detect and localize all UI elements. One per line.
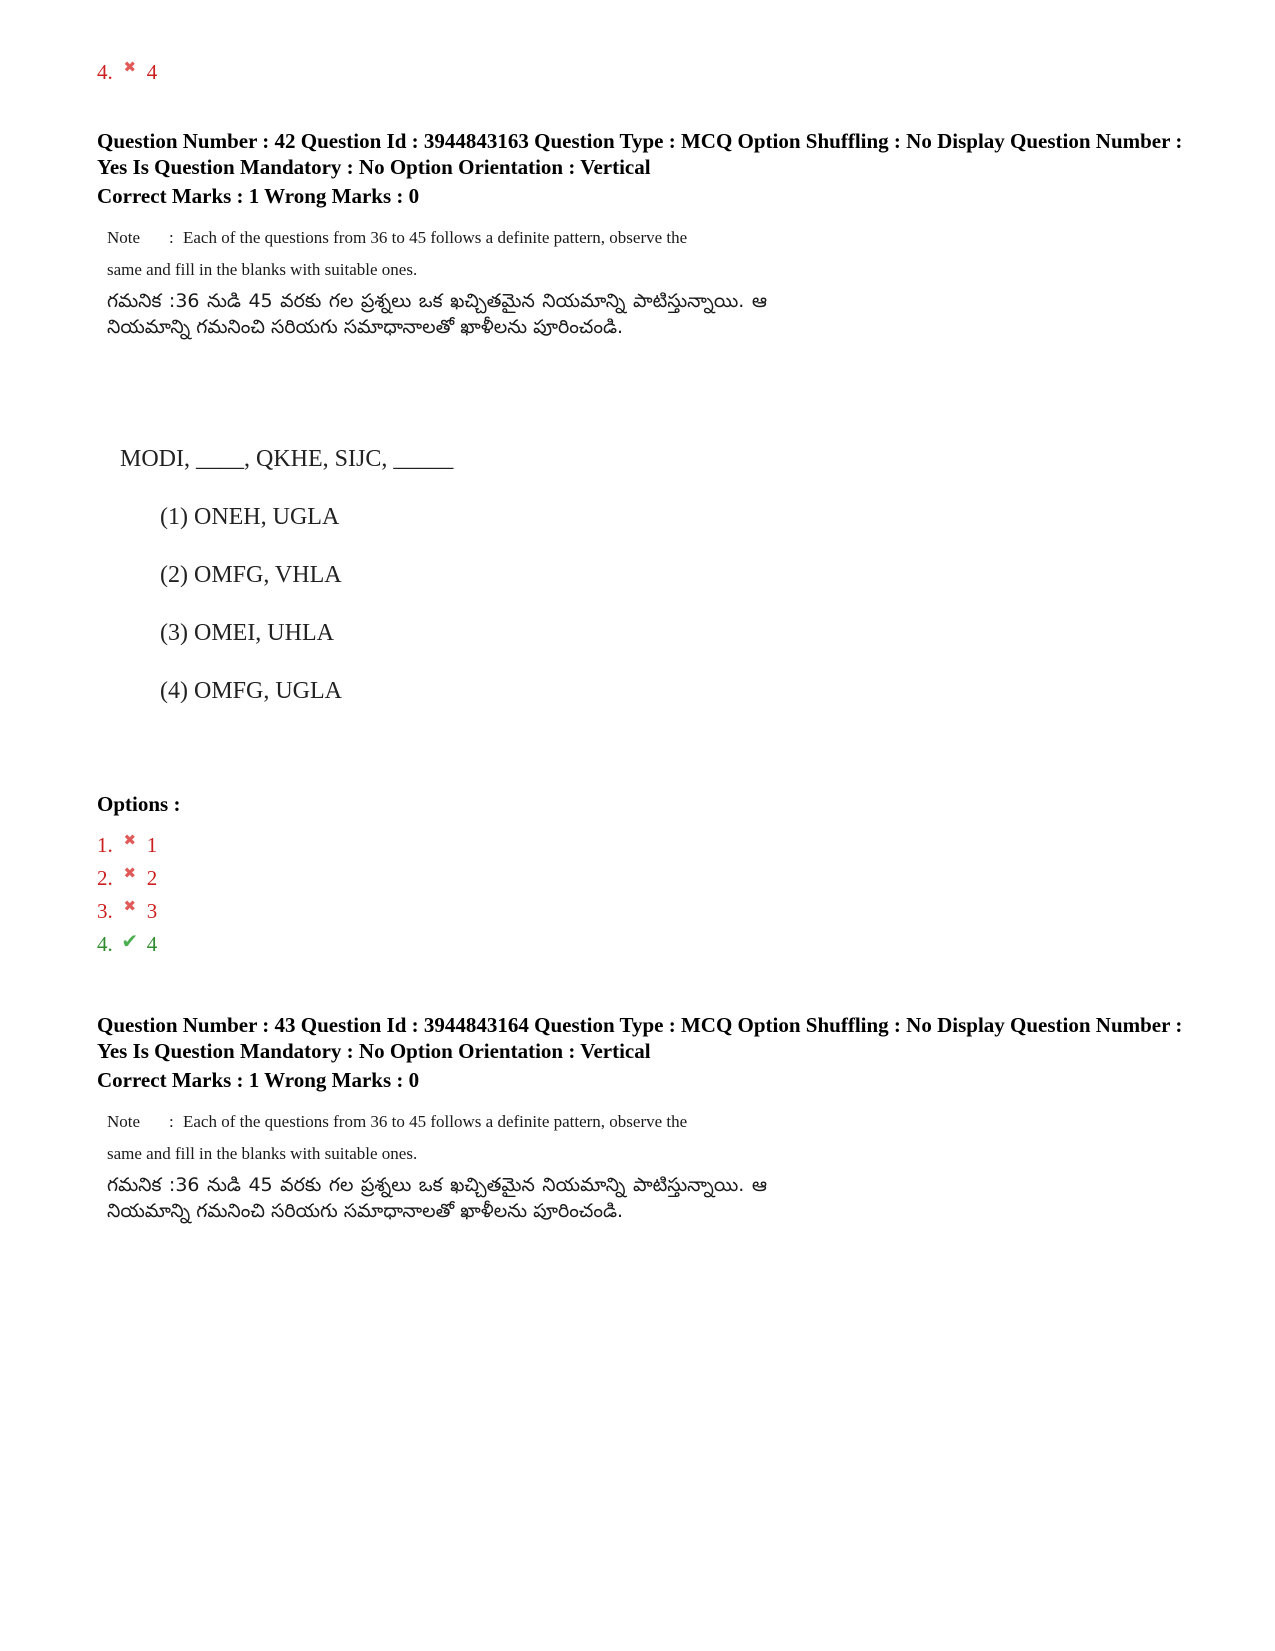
question-42-header: Question Number : 42 Question Id : 3944843163 Question Type : MCQ Option Shuffling : No Display Question Number : Yes Is Question Mandatory : No Option Orientation : Vertical (97, 129, 1183, 179)
note-label: Note (107, 228, 141, 247)
question-42-option-3 (97, 899, 157, 926)
question-42-option-2 (97, 866, 157, 893)
option-value: 2 (146, 866, 158, 890)
correct-check-icon: ✔ (121, 931, 139, 953)
option-number: 3. (97, 899, 113, 923)
question-42-choice-4: (4) OMFG, UGLA (160, 678, 342, 704)
question-43-marks: Correct Marks : 1 Wrong Marks : 0 (97, 1068, 420, 1092)
option-value: 4 (146, 932, 158, 956)
question-42-choice-2: (2) OMFG, VHLA (160, 562, 342, 588)
question-42-series: MODI, ____, QKHE, SIJC, _____ (120, 446, 454, 472)
option-value: 3 (146, 899, 158, 923)
question-42-marks: Correct Marks : 1 Wrong Marks : 0 (97, 184, 420, 208)
question-42-note-english (107, 222, 767, 286)
question-43-note-telugu: గమనిక :36 నుడి 45 వరకు గల ప్రశ్నలు ఒక ఖచ్చితమైన నియమాన్ని పాటిస్తున్నాయి. ఆ నియమాన్ని గమనించి సరియగు సమాధానాలతో ఖాళీలను పూరించండి. (107, 1174, 767, 1222)
option-number: 1. (97, 833, 113, 857)
note-colon: : (169, 1112, 174, 1131)
question-43-header: Question Number : 43 Question Id : 3944843164 Question Type : MCQ Option Shuffling : No Display Question Number : Yes Is Question Mandatory : No Option Orientation : Vertical (97, 1013, 1183, 1063)
wrong-mark-icon: ✖ (123, 833, 137, 849)
note-text-line-1: Each of the questions from 36 to 45 follows a definite pattern, observe the (183, 228, 688, 247)
question-42-option-4 (97, 932, 157, 957)
wrong-mark-icon: ✖ (123, 866, 137, 882)
note-label: Note (107, 1112, 141, 1131)
question-42-note-telugu: గమనిక :36 నుడి 45 వరకు గల ప్రశ్నలు ఒక ఖచ్చితమైన నియమాన్ని పాటిస్తున్నాయి. ఆ నియమాన్ని గమనించి సరియగు సమాధానాలతో ఖాళీలను పూరించండి. (107, 290, 767, 338)
previous-question-option-4 (97, 60, 157, 87)
question-42-option-1 (97, 833, 157, 860)
note-text-line-1: Each of the questions from 36 to 45 follows a definite pattern, observe the (183, 1112, 688, 1131)
note-text-line-2: same and fill in the blanks with suitable ones. (107, 260, 418, 279)
option-value: 4 (146, 60, 158, 84)
note-text-line-2: same and fill in the blanks with suitable ones. (107, 1144, 418, 1163)
question-42-choice-3: (3) OMEI, UHLA (160, 620, 334, 646)
wrong-mark-icon: ✖ (123, 899, 137, 915)
wrong-mark-icon: ✖ (123, 60, 137, 76)
question-42-options-title: Options : (97, 792, 181, 816)
option-number: 4. (97, 932, 113, 956)
option-number: 4. (97, 60, 113, 84)
option-number: 2. (97, 866, 113, 890)
note-colon: : (169, 228, 174, 247)
question-42-choice-1: (1) ONEH, UGLA (160, 504, 340, 530)
option-value: 1 (146, 833, 158, 857)
question-43-note-english (107, 1106, 767, 1170)
